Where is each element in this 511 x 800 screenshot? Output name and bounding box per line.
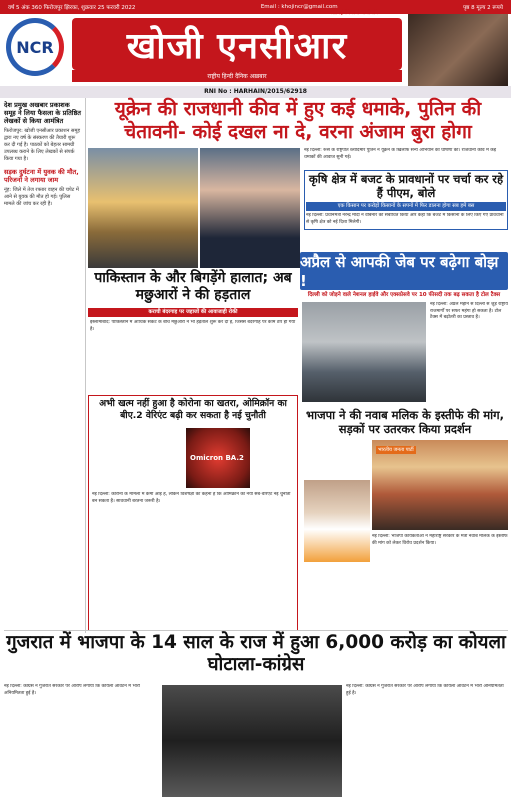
top-info-bar <box>0 0 511 14</box>
left-headline-2: सड़क दुर्घटना में युवक की मौत, परिजनों ने लगाया जाम <box>4 168 79 184</box>
omicron-image <box>186 428 250 488</box>
protest-banner: भारतीय जनता पार्टी <box>378 447 414 453</box>
omicron-label: Omicron BA.2 <box>190 454 244 462</box>
covid-body: नई दिल्ली: कोरोना के मामलों में कमी आई है, लेकिन विशेषज्ञों का कहना है कि ओमिक्रॉन का नया सब-वेरिएंट नई चुनौती बन सकता है। सावधानी बरतना जरूरी है। <box>92 492 291 504</box>
april-headline-box <box>300 252 508 290</box>
april-subheadline: दिल्ली को जोड़ने वाले नेशनल हाईवे और एक्सप्रेसवे पर 10 फीसदी तक बढ़ सकता है टोल टैक्स <box>307 292 501 298</box>
left-headline: देश प्रमुख अखबार प्रकाशक समूह ने लिया फैसला के प्रतिष्ठित लेखकों से किया आमंत्रित <box>4 101 81 125</box>
krishi-headline: कृषि क्षेत्र में बजट के प्रावधानों पर चर्चा कर रहे हैं पीएम, बोले <box>308 172 504 200</box>
divider <box>4 630 508 631</box>
missile-photo <box>88 148 198 268</box>
leader-photo <box>304 480 370 562</box>
april-headline: अप्रैल से आपकी जेब पर बढ़ेगा बोझ ! <box>300 253 499 290</box>
lead-body: नई दिल्ली: रूस के राष्ट्रपति व्लादिमीर पुतिन ने यूक्रेन के खिलाफ सैन्य अभियान की घोषणा की। राजधानी कीव में कई धमाकों की आवाज सुनी गई। <box>304 148 497 160</box>
protest-photo <box>372 440 508 530</box>
left-column <box>0 98 86 633</box>
email-info: Email : khojincr@gmail.com <box>260 4 338 10</box>
krishi-subheadline: एक किसान पर करोड़ों किसानों के सपनों में फिर डालना होगा सब हमें बस <box>306 202 506 211</box>
pakistan-subheadline: कराची बंदरगाह पर जहाजों की आवाजाही रोकी <box>88 308 298 317</box>
gujarat-headline: गुजरात में भाजपा के 14 साल के राज में हुआ 6,000 करोड़ का कोयला घोटाला-कांग्रेस <box>6 632 506 675</box>
coal-photo <box>162 685 342 797</box>
logo-text: NCR <box>16 37 54 57</box>
newspaper-subtitle: राष्ट्रीय हिन्दी दैनिक अख़बार <box>72 70 402 82</box>
ncr-logo <box>6 18 64 76</box>
lead-headline: यूक्रेन की राजधानी कीव में हुए कई धमाके, पुतिन की चेतावनी- कोई दखल ना दे, वरना अंजाम बुरा होगा <box>114 98 482 143</box>
putin-photo <box>200 148 300 268</box>
issue-info: वर्ष 5 अंक 360 फिरोजपुर झिरका, शुक्रवार 25 फरवरी 2022 <box>8 5 136 11</box>
traffic-photo <box>302 302 426 402</box>
gujarat-body-2: नई दिल्ली: कांग्रेस ने गुजरात सरकार पर आरोप लगाया कि कोयला आवंटन में भारी अनियमितता हुई है। <box>346 684 504 696</box>
masthead-advertisement-image <box>408 14 508 86</box>
newspaper-title <box>72 18 402 70</box>
pakistan-body: इस्लामाबाद: पाकिस्तान में आर्थिक संकट के बीच मछुआरों ने भी हड़ताल शुरू कर दी है, जिससे बंदरगाह पर काम ठप हो गया है। <box>90 320 296 332</box>
left-body-2: नूंह: जिले में तेज रफ्तार वाहन की चपेट में आने से युवक की मौत हो गई। पुलिस मामले की जांच कर रही है। <box>4 187 79 207</box>
gujarat-body: नई दिल्ली: कांग्रेस ने गुजरात सरकार पर आरोप लगाया कि कोयला आवंटन में भारी अनियमितता हुई है। <box>4 684 140 696</box>
april-body: नई दिल्ली: अप्रैल महीने से दिल्ली से जुड़े राष्ट्रीय राजमार्गों पर सफर महंगा हो सकता है। टोल टैक्स में बढ़ोतरी का प्रस्ताव है। <box>430 302 508 320</box>
bjp-headline: भाजपा ने की नवाब मलिक के इस्तीफे की मांग, सड़कों पर उतरकर किया प्रदर्शन <box>306 408 504 436</box>
krishi-body: नई दिल्ली: प्रधानमंत्री नरेन्द्र मोदी ने वेबिनार को संबोधित किया और कहा कि बजट में किसानों के लिए किए गए प्रावधानों से कृषि क्षेत्र को नई दिशा मिलेगी। <box>306 213 504 225</box>
masthead-tagline: सफ़ाई नियत्ति सर्वोपरि <box>330 9 378 16</box>
bjp-body: नई दिल्ली: भाजपा कार्यकर्ताओं ने महाराष्ट्र सरकार के मंत्री नवाब मलिक के इस्तीफे की मांग को लेकर विरोध प्रदर्शन किया। <box>372 534 508 546</box>
price-info: पृष्ठ 8 मूल्य 2 रूपये <box>463 5 503 11</box>
rni-number: RNI No : HARHAIN/2015/62918 <box>0 86 511 98</box>
pakistan-headline: पाकिस्तान के और बिगड़ेंगे हालात; अब मछुआरों ने की हड़ताल <box>94 270 292 303</box>
covid-headline: अभी खत्म नहीं हुआ है कोरोना का खतरा, ओमिक्रॉन का बीए.2 वेरिएंट बढ़ी कर सकता है नई चुनौती <box>99 398 287 421</box>
left-body: फिरोजपुर: खोजी एनसीआर प्रकाशन समूह द्वारा नए वर्ष के संस्करण की तैयारी शुरू कर दी गई है। पाठकों को बेहतर सामग्री उपलब्ध कराने के लिए लेखकों से संपर्क किया गया है। <box>4 128 81 162</box>
newspaper-title-text: खोजी एनसीआर <box>126 25 348 67</box>
